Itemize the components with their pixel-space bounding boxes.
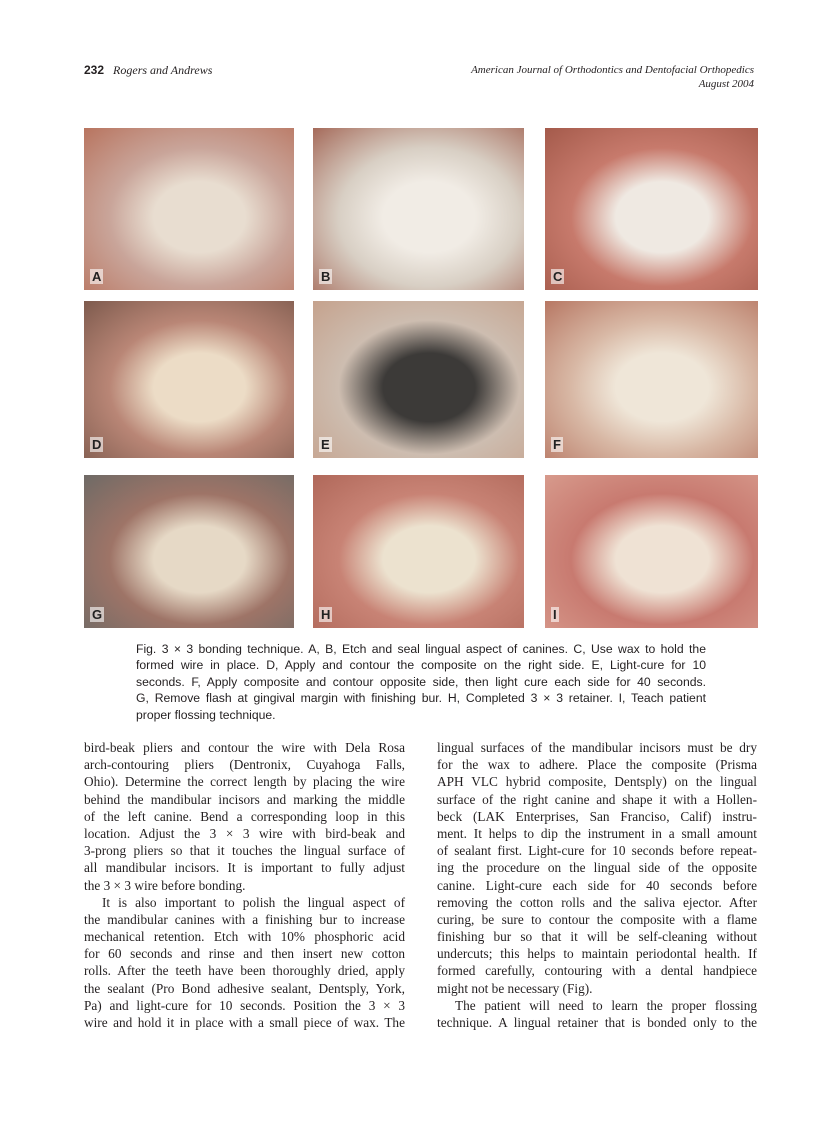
text-line: proper flossing technique. — [136, 707, 276, 722]
figure-panel-h — [313, 475, 524, 628]
text-line: ing the procedure on the lingual side of the opposite — [437, 860, 757, 876]
text-line: bird-beak pliers and contour the wire with Dela Rosa — [84, 740, 405, 755]
text-line: wire and hold it in place with a small piece of wax. The — [84, 1015, 405, 1030]
text-line: ment. It helps to dip the instrument in a small amount — [437, 825, 757, 841]
text-line: 3-prong pliers so that it touches the lingual surface of — [84, 843, 405, 859]
text-line: location. Adjust the 3 × 3 wire with bird-beak and — [84, 825, 405, 841]
text-line: behind the mandibular incisors and marking the middle — [84, 791, 405, 807]
panel-label: I — [553, 607, 557, 622]
figure-panel-g — [84, 475, 294, 628]
authors: Rogers and Andrews — [113, 63, 213, 77]
text-line: Fig. 3 × 3 bonding technique. A, B, Etch and seal lingual aspect of canines. C, Use wax to hold the — [136, 642, 706, 656]
text-line: G, Remove flash at gingival margin with finishing bur. H, Completed 3 × 3 retainer. I, Teach patient — [136, 691, 706, 706]
running-header-right — [471, 63, 754, 91]
text-line: curing, be sure to contour the composite with a flame — [437, 911, 757, 927]
panel-label: G — [92, 607, 103, 622]
text-line: APH VLC hybrid composite, Dentsply) on the lingual — [437, 774, 757, 790]
text-line: undercuts; this helps to maintain periodontal health. If — [437, 946, 757, 962]
text-line: for 60 seconds and rinse and then insert new cotton — [84, 946, 405, 962]
figure-panel-i — [545, 475, 758, 628]
text-line: surface of the right canine and shape it with a Hollen- — [437, 791, 757, 807]
panel-label: F — [553, 437, 561, 452]
text-line: It is also important to polish the lingual aspect of — [102, 894, 405, 910]
panel-label: B — [321, 269, 331, 284]
text-line: canine. Light-cure each side for 40 seconds before — [437, 877, 757, 893]
text-line: rolls. After the teeth have been thoroughly dried, apply — [84, 963, 405, 979]
figure-panel-e — [313, 301, 524, 458]
text-line: finishing bur so that it will be self-cleaning without — [437, 929, 757, 945]
figure-panel-b — [313, 128, 524, 290]
text-line: formed wire in place. D, Apply and contour the composite on the right side. E, Light-cure for 10 — [136, 658, 706, 673]
text-line: Ohio). Determine the correct length by placing the wire — [84, 774, 405, 790]
text-line: for the wax to adhere. Place the composite (Prisma — [437, 757, 757, 773]
journal-title: American Journal of Orthodontics and Dentofacial Orthopedics — [471, 64, 754, 76]
text-line: Pa) and light-cure for 10 seconds. Position the 3 × 3 — [84, 997, 405, 1013]
panel-label: C — [553, 269, 563, 284]
panel-label: D — [92, 437, 102, 452]
text-line: the mandibular canines with a finishing bur to increase — [84, 911, 405, 927]
text-line: beck (LAK Enterprises, San Franciso, Calif) instru- — [437, 808, 757, 824]
running-header-left — [84, 63, 212, 78]
text-line: of sealant first. Light-cure for 10 seconds before repeat- — [437, 843, 757, 859]
panel-label: H — [321, 607, 331, 622]
page-number: 232 — [84, 63, 105, 77]
text-line: might not be necessary (Fig). — [437, 980, 593, 996]
text-line: mechanical retention. Etch with 10% phosphoric acid — [84, 929, 405, 945]
figure-caption — [136, 641, 706, 723]
body-column-left — [84, 739, 405, 1031]
panel-label: E — [321, 437, 330, 452]
figure-panel-a — [84, 128, 294, 290]
text-line: lingual surfaces of the mandibular incisors must be dry — [437, 740, 757, 755]
text-line: the sealant (Pro Bond adhesive sealant, Dentsply, York, — [84, 980, 405, 996]
body-column-right — [437, 739, 757, 1031]
panel-label: A — [92, 269, 102, 284]
text-line: formed carefully, contouring with a dental handpiece — [437, 963, 757, 979]
text-line: removing the cotton rolls and the saliva ejector. After — [437, 894, 757, 910]
issue-date: August 2004 — [698, 78, 754, 90]
figure-panel-c — [545, 128, 758, 290]
text-line: the 3 × 3 wire before bonding. — [84, 877, 246, 893]
text-line: seconds. F, Apply composite and contour opposite side, then light cure each side for 40 seconds. — [136, 674, 706, 689]
text-line: technique. A lingual retainer that is bonded only to the — [437, 1015, 757, 1030]
figure-panel-f — [545, 301, 758, 458]
figure-panel-d — [84, 301, 294, 458]
text-line: of the left canine. Bend a corresponding loop in this — [84, 808, 405, 824]
text-line: The patient will need to learn the proper flossing — [455, 997, 757, 1013]
text-line: all mandibular incisors. It is important to fully adjust — [84, 860, 405, 876]
text-line: arch-contouring pliers (Dentronix, Cuyahoga Falls, — [84, 757, 405, 773]
